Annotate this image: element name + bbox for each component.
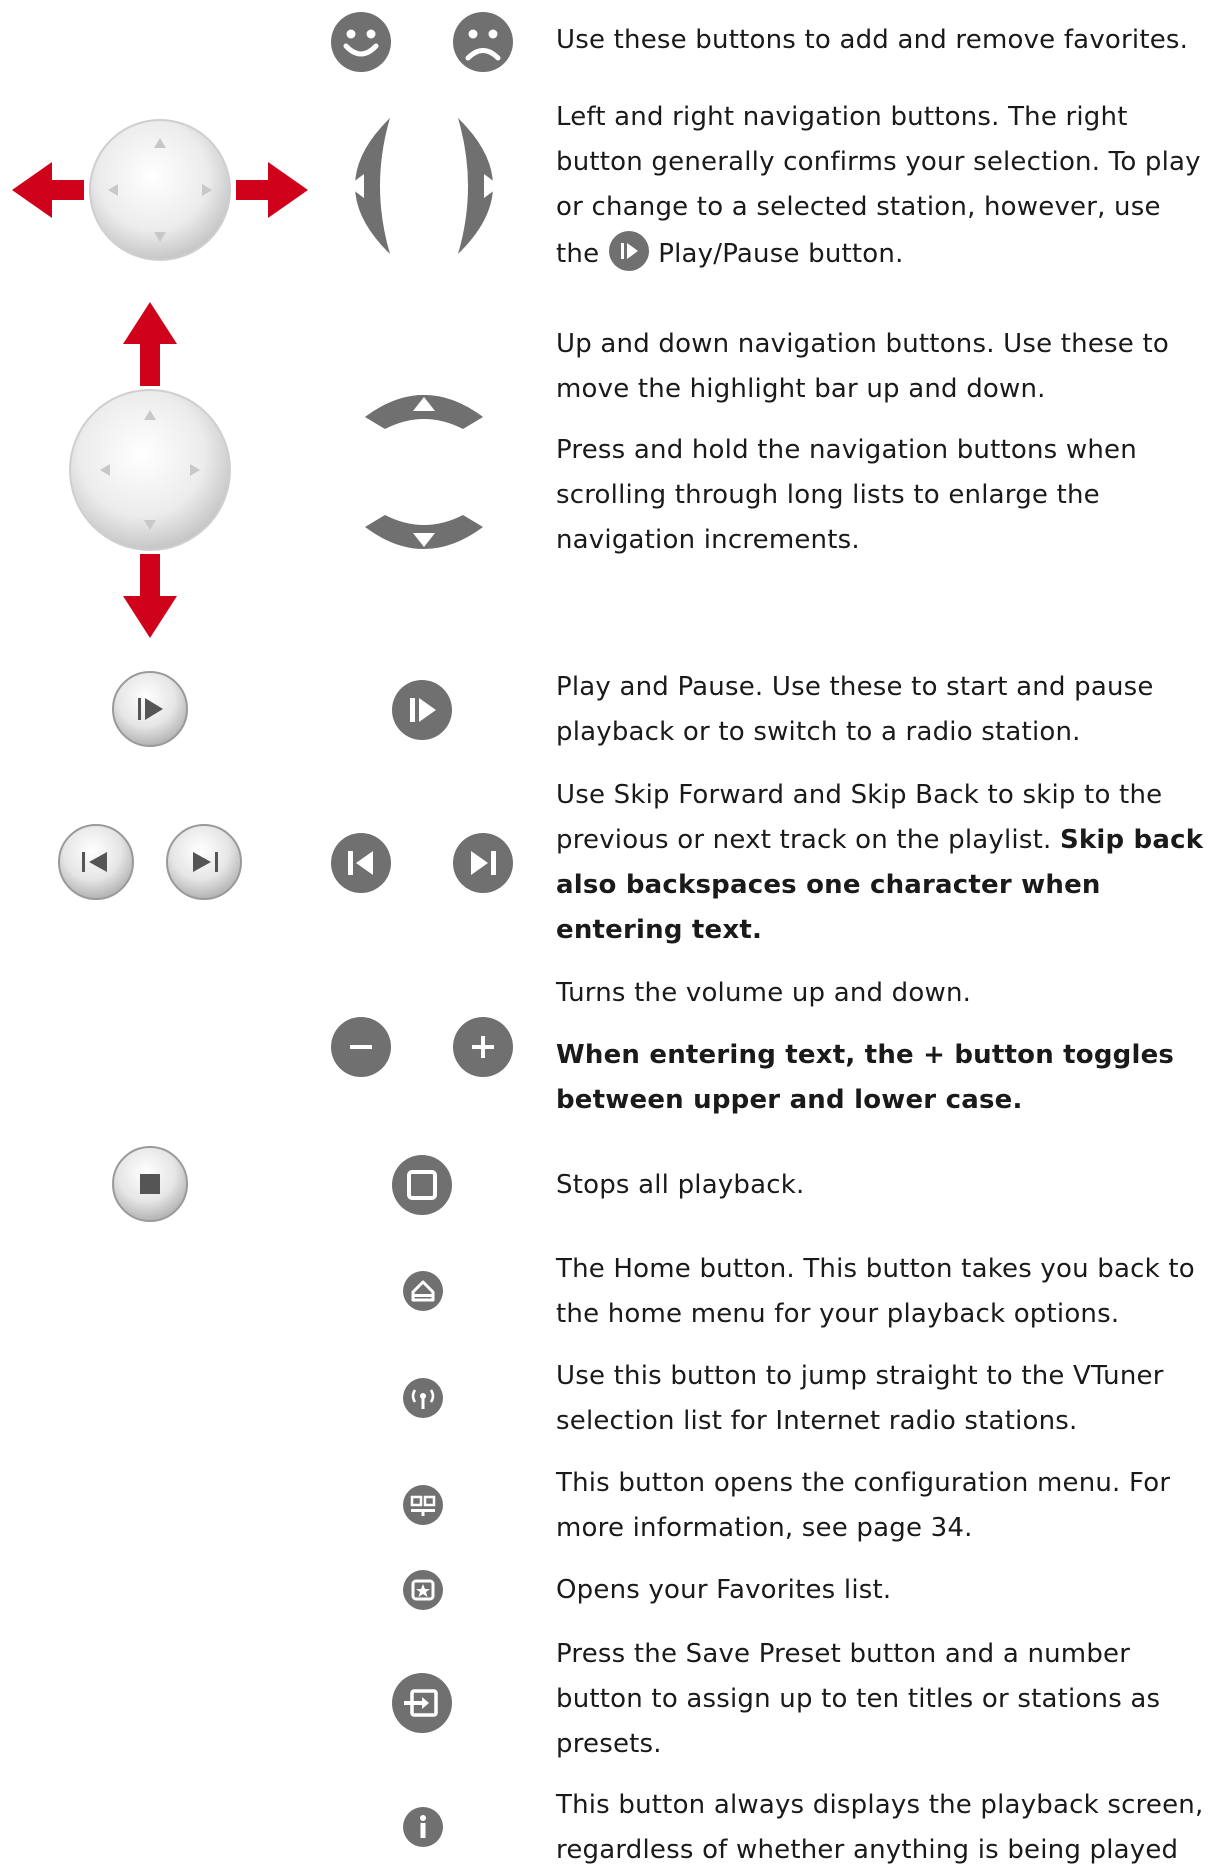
smiley-icon[interactable] xyxy=(330,11,392,73)
volume-bold-note: When entering text, the + button toggles between upper and lower case. xyxy=(556,1040,1175,1115)
left-arrow-button-icon[interactable] xyxy=(330,116,394,256)
config-description: This button opens the configuration menu. For more information, see page 34. xyxy=(556,1468,1171,1543)
nav-wheel-left-right-icon xyxy=(10,100,310,280)
play-pause-inline-icon xyxy=(608,230,650,272)
config-icon[interactable] xyxy=(402,1484,444,1526)
info-description: This button always displays the playback screen, regardless of whether anything is being played xyxy=(556,1790,1204,1865)
volume-up-icon[interactable] xyxy=(452,1016,514,1078)
stop-description: Stops all playback. xyxy=(556,1170,805,1200)
favorites-list-icon[interactable] xyxy=(402,1569,444,1611)
play-pause-gray-icon[interactable] xyxy=(391,679,453,741)
skip-back-silver-icon[interactable] xyxy=(57,823,135,901)
up-down-description: Up and down navigation buttons. Use these to move the highlight bar up and down. xyxy=(556,329,1169,404)
stop-silver-icon[interactable] xyxy=(111,1145,189,1223)
save-preset-icon[interactable] xyxy=(391,1672,453,1734)
skip-forward-silver-icon[interactable] xyxy=(165,823,243,901)
right-arrow-button-icon[interactable] xyxy=(454,116,518,256)
down-arrow-button-icon[interactable] xyxy=(363,513,485,559)
left-right-description: Left and right navigation buttons. The right button generally confirms your selection. To play or change to a selected station, however, use the Play/Pause button. xyxy=(556,95,1206,277)
favorites-description: Use these buttons to add and remove favorites. xyxy=(556,25,1189,55)
volume-down-icon[interactable] xyxy=(330,1016,392,1078)
volume-description: Turns the volume up and down. xyxy=(556,978,972,1008)
press-hold-description: Press and hold the navigation buttons when scrolling through long lists to enlarge the navigation increments. xyxy=(556,435,1137,555)
up-arrow-button-icon[interactable] xyxy=(363,385,485,431)
stop-gray-icon[interactable] xyxy=(391,1154,453,1216)
skip-bold-note: Skip back also backspaces one character when entering text. xyxy=(556,825,1204,945)
radio-antenna-icon[interactable] xyxy=(402,1377,444,1419)
skip-back-gray-icon[interactable] xyxy=(330,832,392,894)
save-preset-description: Press the Save Preset button and a number button to assign up to ten titles or stations as presets. xyxy=(556,1639,1161,1759)
frowny-icon[interactable] xyxy=(452,11,514,73)
vtuner-description: Use this button to jump straight to the VTuner selection list for Internet radio stations. xyxy=(556,1361,1164,1436)
favorites-list-description: Opens your Favorites list. xyxy=(556,1575,892,1605)
play-pause-description: Play and Pause. Use these to start and pause playback or to switch to a radio station. xyxy=(556,672,1154,747)
skip-forward-gray-icon[interactable] xyxy=(452,832,514,894)
home-icon[interactable] xyxy=(402,1270,444,1312)
home-description: The Home button. This button takes you back to the home menu for your playback options. xyxy=(556,1254,1195,1329)
info-icon[interactable] xyxy=(402,1806,444,1848)
skip-description: Use Skip Forward and Skip Back to skip to the previous or next track on the playlist. Skip back also backspaces one character when entering text. xyxy=(556,780,1204,945)
play-pause-silver-icon[interactable] xyxy=(111,670,189,748)
nav-wheel-up-down-icon xyxy=(55,300,245,640)
